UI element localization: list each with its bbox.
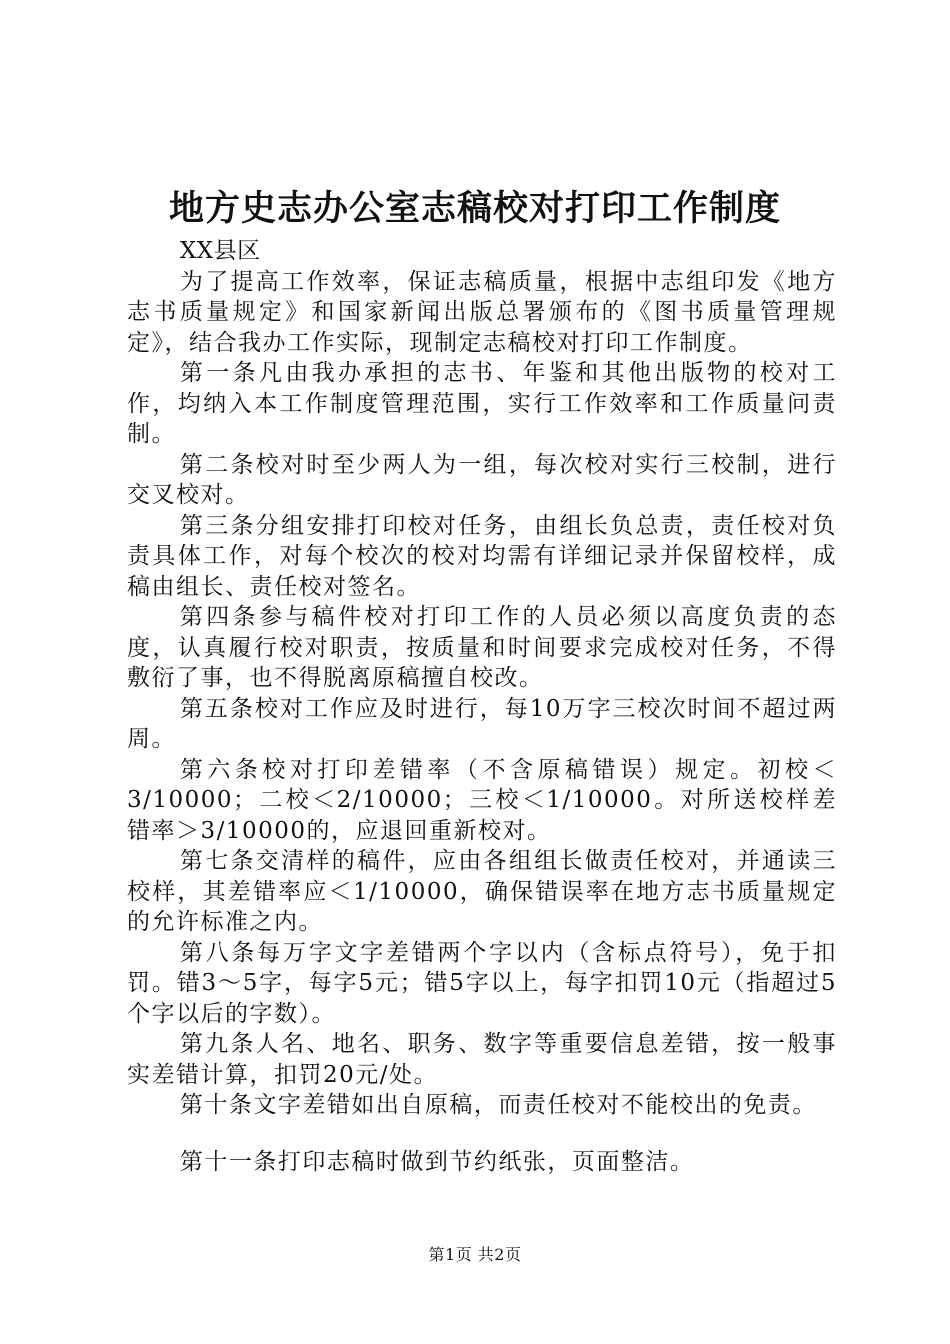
- article-1-paragraph: 第一条凡由我办承担的志书、年鉴和其他出版物的校对工作，均纳入本工作制度管理范围，实行工作效率和工作质量问责制。: [127, 360, 837, 447]
- page-number: 第1页 共2页: [428, 1245, 522, 1264]
- article-4-paragraph: 第四条参与稿件校对打印工作的人员必须以高度负责的态度，认真履行校对职责，按质量和时间要求完成校对任务，不得敷衍了事，也不得脱离原稿擅自校改。: [127, 604, 837, 691]
- intro-paragraph: 为了提高工作效率，保证志稿质量，根据中志组印发《地方志书质量规定》和国家新闻出版总署颁布的《图书质量管理规定》，结合我办工作实际，现制定志稿校对打印工作制度。: [127, 268, 837, 356]
- article-10-paragraph: 第十条文字差错如出自原稿，而责任校对不能校出的免责。: [179, 1092, 817, 1118]
- article-6-paragraph: 第六条校对打印差错率（不含原稿错误）规定。初校＜3/10000；二校＜2/10000；三校＜1/10000。对所送校样差错率＞3/10000的，应退回重新校对。: [127, 756, 837, 844]
- paragraph-gap: [127, 1121, 837, 1147]
- article-7-paragraph: 第七条交清样的稿件，应由各组组长做责任校对，并通读三校样，其差错率应＜1/10000，确保错误率在地方志书质量规定的允许标准之内。: [127, 848, 837, 935]
- article-3-paragraph: 第三条分组安排打印校对任务，由组长负总责，责任校对负责具体工作，对每个校次的校对均需有详细记录并保留校样，成稿由组长、责任校对签名。: [127, 512, 837, 600]
- article-11-paragraph: 第十一条打印志稿时做到节约纸张，页面整洁。: [179, 1148, 695, 1175]
- region-line: XX县区: [179, 238, 261, 264]
- article-5-paragraph: 第五条校对工作应及时进行，每10万字三校次时间不超过两周。: [127, 695, 837, 752]
- article-8-paragraph: 第八条每万字文字差错两个字以内（含标点符号），免于扣罚。错3～5字，每字5元；错5字以上，每字扣罚10元（指超过5个字以后的字数）。: [127, 939, 837, 1027]
- document-title: 地方史志办公室志稿校对打印工作制度: [168, 188, 781, 229]
- document-body: [127, 236, 837, 1177]
- article-9-paragraph: 第九条人名、地名、职务、数字等重要信息差错，按一般事实差错计算，扣罚20元/处。: [127, 1031, 837, 1088]
- article-2-paragraph: 第二条校对时至少两人为一组，每次校对实行三校制，进行交叉校对。: [127, 451, 837, 508]
